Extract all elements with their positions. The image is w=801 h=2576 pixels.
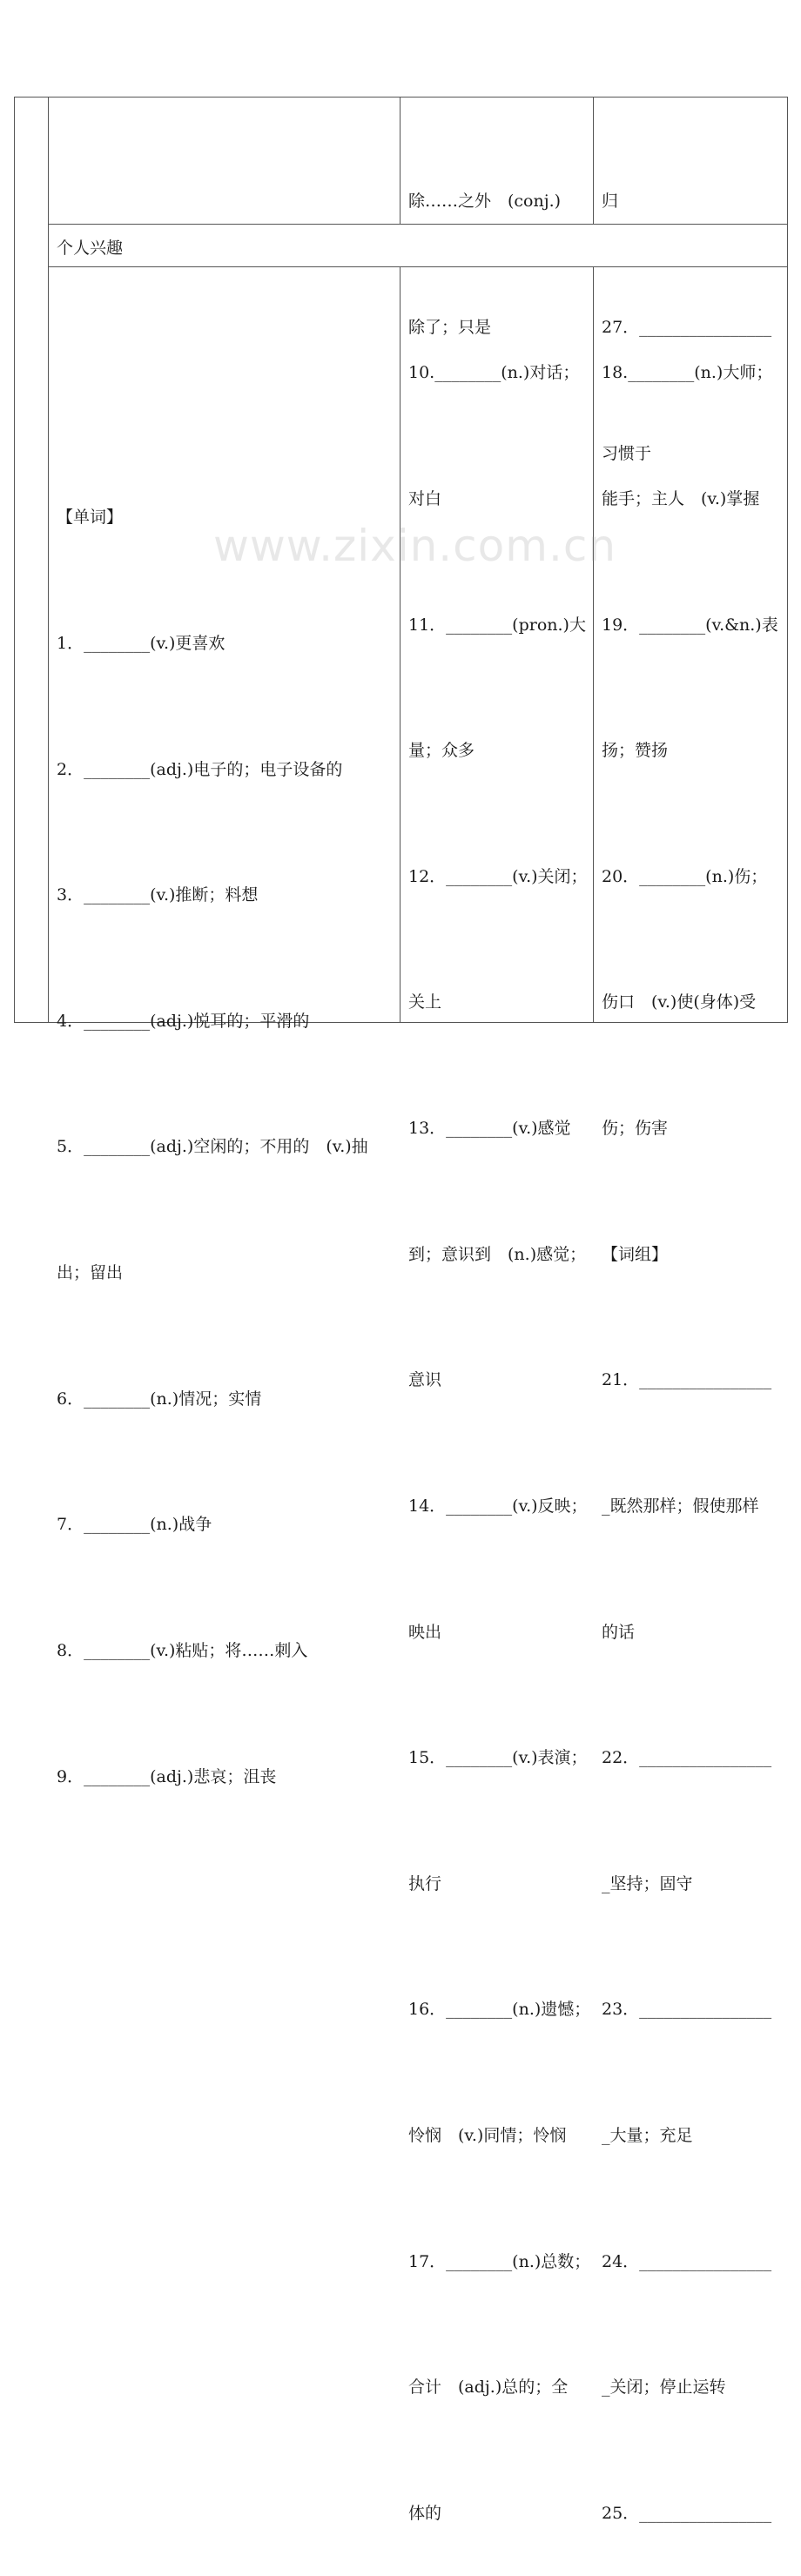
vocab-line: 关上 — [408, 992, 442, 1012]
vocab-line: 3．________(v.)推断；料想 — [57, 885, 259, 905]
vocab-line: 17．________(n.)总数； — [408, 2251, 591, 2271]
vocab-line: 20．________(n.)伤； — [602, 866, 768, 886]
vocab-line: 12．________(v.)关闭； — [408, 866, 588, 886]
vocab-line: 怜悯 (v.)同情；怜悯 — [408, 2125, 567, 2145]
vocab-line: 10.________(n.)对话； — [408, 363, 580, 383]
watermark-text: www.zixin.com.cn — [213, 521, 617, 571]
vocab-line: 5．________(adj.)空闲的；不用的 (v.)抽 — [57, 1137, 368, 1157]
vocab-line: 7．________(n.)战争 — [57, 1515, 212, 1535]
vocab-line: 11．________(pron.)大 — [408, 615, 586, 635]
vocab-line: 24．________________ — [602, 2251, 772, 2271]
vocab-line: 扬；赞扬 — [602, 741, 669, 761]
vocab-col1 — [57, 413, 396, 1840]
vocab-line: 15．________(v.)表演； — [408, 1748, 588, 1768]
vocab-line: 合计 (adj.)总的；全 — [408, 2378, 569, 2398]
vocab-line: _既然那样；假使那样 — [602, 1496, 759, 1516]
vocab-line: 1．________(v.)更喜欢 — [57, 634, 225, 654]
top-col3-line: 27．________________ — [602, 318, 772, 338]
column-divider-2 — [593, 97, 594, 224]
vocab-col3 — [602, 268, 784, 2576]
vocab-line: 8．________(v.)粘贴；将……刺入 — [57, 1640, 308, 1660]
section-title: 个人兴趣 — [57, 239, 124, 258]
vocab-line: 【词组】 — [602, 1244, 669, 1264]
vocab-col2 — [408, 268, 589, 2576]
vocab-line: _坚持；固守 — [602, 1873, 693, 1893]
vocab-line: 9．________(adj.)悲哀；沮丧 — [57, 1766, 277, 1786]
vocab-line: 的话 — [602, 1622, 636, 1642]
vocab-line: 【单词】 — [57, 508, 124, 528]
vocab-line: 量；众多 — [408, 741, 475, 761]
column-divider-2-lower — [593, 266, 594, 1023]
vocab-line: 14．________(v.)反映； — [408, 1496, 588, 1516]
top-col2-line: 除……之外 (conj.) — [408, 192, 562, 212]
vocab-line: 25．________________ — [602, 2503, 772, 2523]
vocab-line: 对白 — [408, 489, 442, 509]
top-col2-line: 除了；只是 — [408, 318, 492, 338]
vocab-line: _关闭；停止运转 — [602, 2378, 726, 2398]
vocab-line: _大量；充足 — [602, 2125, 693, 2145]
vocab-line: 4．________(adj.)悦耳的；平滑的 — [57, 1011, 310, 1031]
top-col3-line: 习惯于 — [602, 443, 652, 463]
vocab-line: 21．________________ — [602, 1370, 772, 1390]
vocab-line: 能手；主人 (v.)掌握 — [602, 489, 760, 509]
vocab-line: 22．________________ — [602, 1748, 772, 1768]
vocab-line: 映出 — [408, 1622, 442, 1642]
narrow-column-divider — [48, 97, 49, 1023]
vocab-line: 23．________________ — [602, 2000, 772, 2020]
vocab-line: 伤；伤害 — [602, 1119, 669, 1139]
vocab-line: 18.________(n.)大师； — [602, 363, 773, 383]
top-col3-line: 归 — [602, 192, 619, 212]
vocab-line: 13．________(v.)感觉 — [408, 1119, 571, 1139]
vocab-line: 执行 — [408, 1873, 442, 1893]
vocab-line: 16．________(n.)遗憾； — [408, 2000, 591, 2020]
vocab-line: 6．________(n.)情况；实情 — [57, 1389, 262, 1409]
vocab-line: 伤口 (v.)使(身体)受 — [602, 992, 757, 1012]
vocab-line: 出；留出 — [57, 1263, 124, 1283]
vocab-line: 体的 — [408, 2503, 442, 2523]
vocab-line: 到；意识到 (n.)感觉； — [408, 1244, 587, 1264]
vocab-line: 2．________(adj.)电子的；电子设备的 — [57, 759, 343, 779]
vocab-line: 19．________(v.&n.)表 — [602, 615, 778, 635]
vocab-line: 意识 — [408, 1370, 442, 1390]
